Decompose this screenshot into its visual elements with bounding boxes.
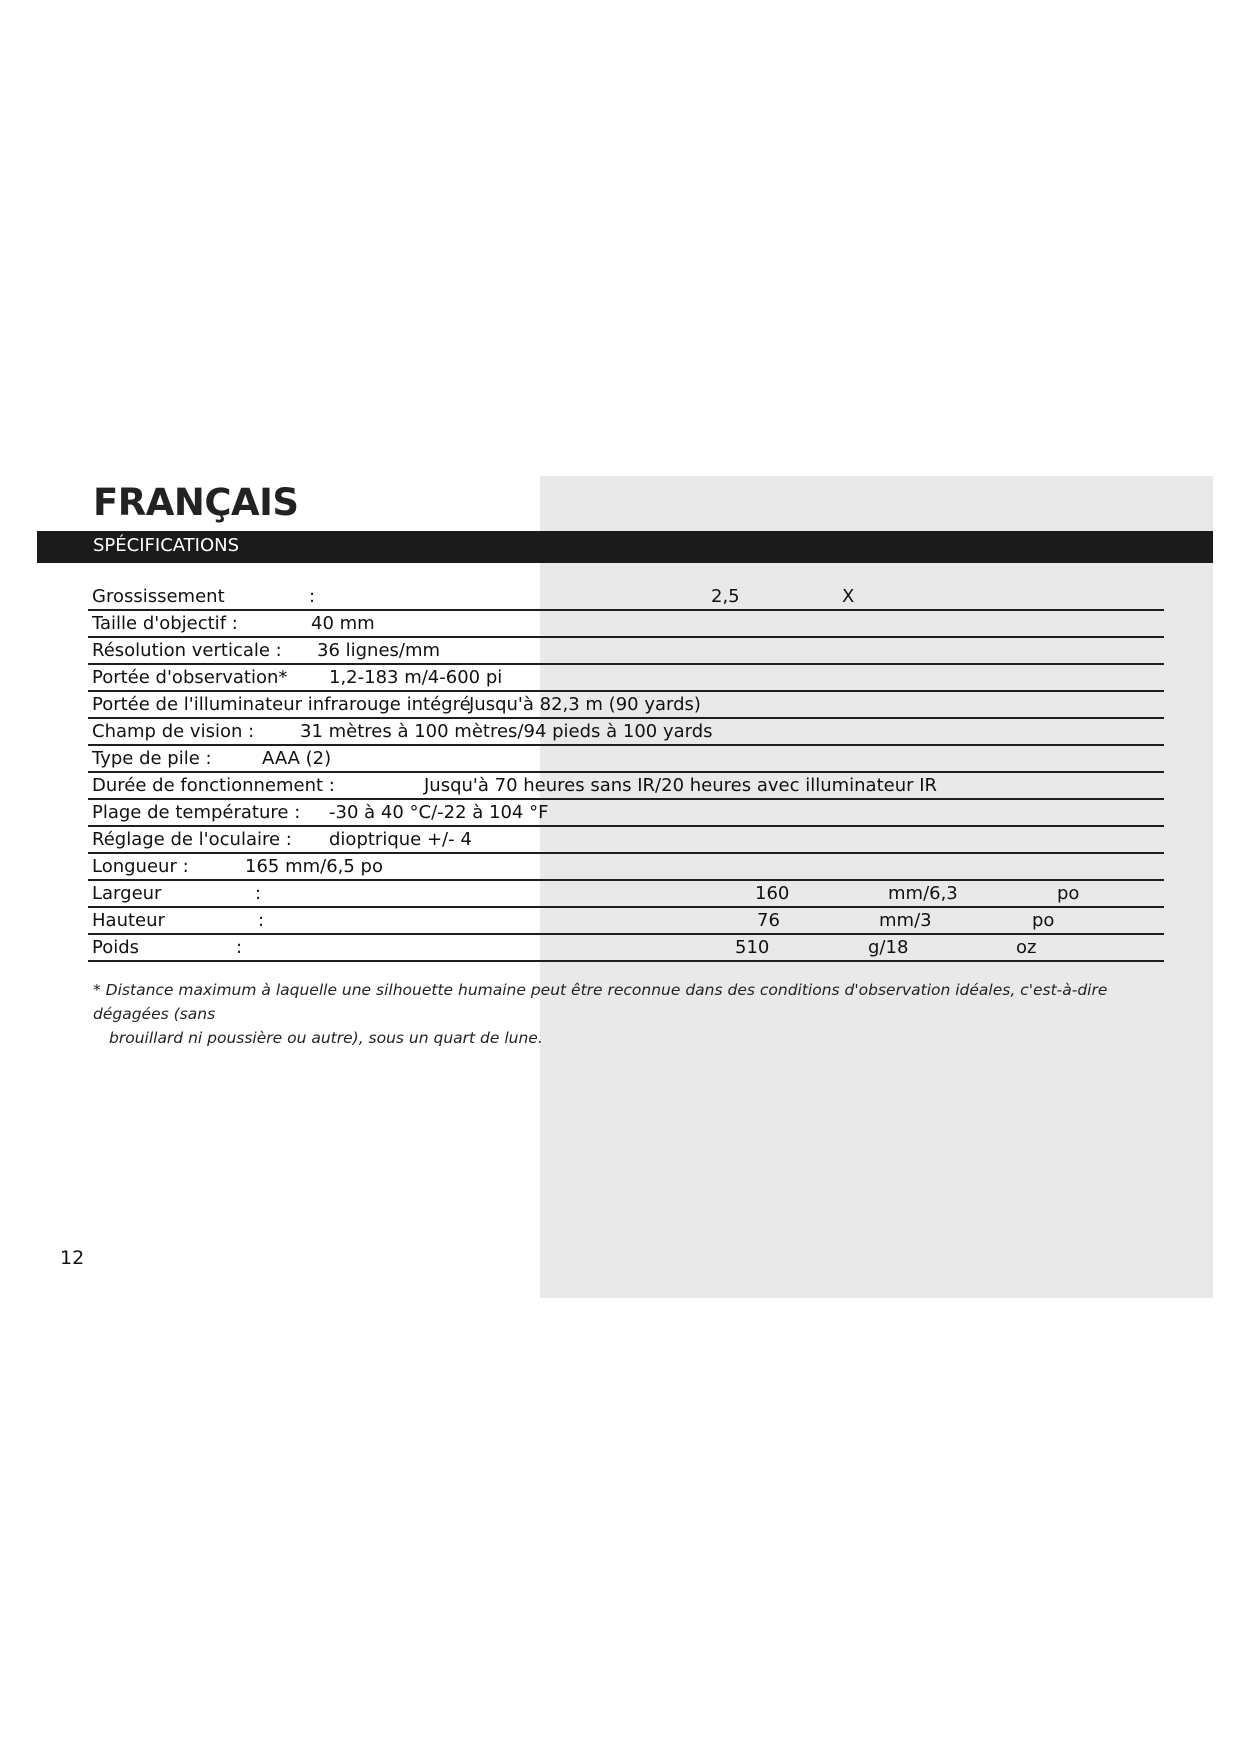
spec-row-portee-observation [88, 665, 1164, 692]
section-label: SPÉCIFICATIONS [93, 535, 240, 556]
spec-value: 1,2-183 m/4-600 pi [329, 667, 503, 688]
spec-label: Plage de température : [92, 802, 301, 823]
spec-colon: : [309, 586, 316, 607]
spec-unit: mm/3 [879, 910, 932, 931]
spec-value: 160 [755, 883, 790, 904]
spec-value: 2,5 [711, 586, 740, 607]
spec-unit-imperial: oz [1016, 937, 1037, 958]
spec-label: Résolution verticale : [92, 640, 282, 661]
section-bar [37, 531, 1213, 563]
spec-colon: : [236, 937, 243, 958]
spec-unit: g/18 [868, 937, 909, 958]
spec-unit: mm/6,3 [888, 883, 958, 904]
spec-row-poids [88, 935, 1164, 962]
spec-colon: : [255, 883, 262, 904]
spec-row-objectif [88, 611, 1164, 638]
footnote [93, 978, 1169, 1050]
spec-value: 76 [757, 910, 780, 931]
spec-row-hauteur [88, 908, 1164, 935]
spec-value: 165 mm/6,5 po [245, 856, 383, 877]
spec-row-grossissement [88, 584, 1164, 611]
spec-unit-imperial: po [1057, 883, 1080, 904]
spec-row-illuminateur [88, 692, 1164, 719]
spec-unit: X [842, 586, 855, 607]
page-number: 12 [60, 1247, 85, 1269]
page-heading: FRANÇAIS [93, 481, 299, 524]
spec-label: Longueur : [92, 856, 189, 877]
spec-row-pile [88, 746, 1164, 773]
spec-row-longueur [88, 854, 1164, 881]
footnote-line-2: brouillard ni poussière ou autre), sous un quart de lune. [109, 1029, 543, 1047]
spec-row-temperature [88, 800, 1164, 827]
spec-label: Durée de fonctionnement : [92, 775, 335, 796]
spec-value: -30 à 40 °C/-22 à 104 °F [329, 802, 549, 823]
spec-row-fonctionnement [88, 773, 1164, 800]
spec-row-resolution [88, 638, 1164, 665]
spec-label: Poids [92, 937, 140, 958]
spec-label: Réglage de l'oculaire : [92, 829, 292, 850]
spec-label: Hauteur [92, 910, 165, 931]
spec-row-champ-vision [88, 719, 1164, 746]
spec-value: AAA (2) [262, 748, 332, 769]
spec-label: Type de pile : [92, 748, 212, 769]
footnote-line-1: * Distance maximum à laquelle une silhouette humaine peut être reconnue dans des conditions d'observation idéales, c'est-à-dire dégagées (sans [93, 981, 1108, 1023]
spec-row-oculaire [88, 827, 1164, 854]
spec-table [88, 584, 1164, 962]
spec-value: 36 lignes/mm [317, 640, 441, 661]
spec-label: Taille d'objectif : [92, 613, 238, 634]
spec-value: 40 mm [311, 613, 375, 634]
spec-label: Largeur [92, 883, 162, 904]
spec-label: Portée de l'illuminateur infrarouge intégré [92, 694, 471, 715]
spec-label: Portée d'observation* [92, 667, 288, 688]
spec-row-largeur [88, 881, 1164, 908]
spec-label: Grossissement [92, 586, 225, 607]
spec-value: Jusqu'à 82,3 m (90 yards) [469, 694, 701, 715]
spec-value: dioptrique +/- 4 [329, 829, 472, 850]
spec-label: Champ de vision : [92, 721, 255, 742]
spec-value: 31 mètres à 100 mètres/94 pieds à 100 yards [300, 721, 713, 742]
spec-value: Jusqu'à 70 heures sans IR/20 heures avec illuminateur IR [424, 775, 938, 796]
spec-unit-imperial: po [1032, 910, 1055, 931]
spec-value: 510 [735, 937, 770, 958]
spec-colon: : [258, 910, 265, 931]
